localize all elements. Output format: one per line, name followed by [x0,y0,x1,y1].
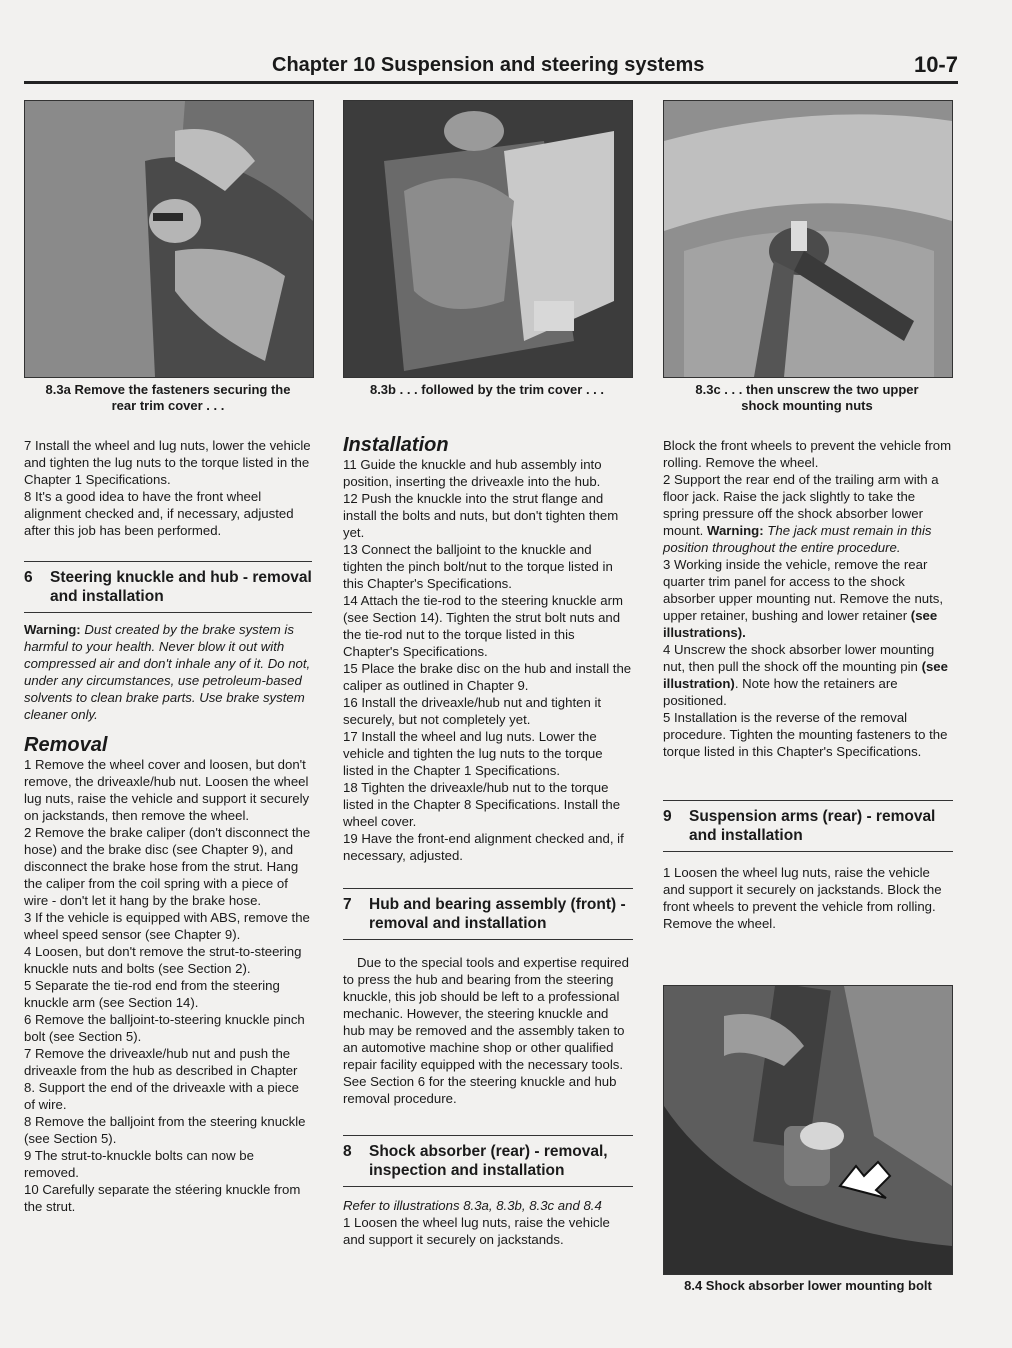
caption-8-4-text: 8.4 Shock absorber lower mounting bolt [684,1278,932,1293]
section-7-heading [343,888,633,940]
install-step-19: 19 Have the front-end alignment checked and, if necessary, adjusted. [343,831,624,863]
section-8-title: Shock absorber (rear) - removal, inspection and installation [369,1143,608,1179]
photo-8-3a-image [25,101,313,377]
shock-step-4-ref: (see illustration) [663,659,948,691]
section-6-heading [24,561,312,613]
section-9-title: Suspension arms (rear) - removal and installation [689,808,936,844]
install-step-11: 11 Guide the knuckle and hub assembly into position, inserting the driveaxle into the hub. [343,457,602,489]
removal-step-3: 3 If the vehicle is equipped with ABS, remove the wheel speed sensor (see Chapter 9). [24,910,310,942]
install-step-14: 14 Attach the tie-rod to the steering knuckle arm (see Section 14). Tighten the strut bolt nuts and the tie-rod nut to the torque listed in this Chapter's Specifications. [343,593,624,659]
warning-6 [24,621,312,723]
caption-8-4 [663,1278,953,1294]
caption-8-3b-text: 8.3b . . . followed by the trim cover . . . [369,382,605,397]
caption-8-3a [24,382,312,414]
photo-8-3c [663,100,953,378]
removal-step-4: 4 Loosen, but don't remove the strut-to-steering knuckle nuts and bolts (see Section 2). [24,944,302,976]
photo-8-3b [343,100,633,378]
column-2 [343,434,633,1248]
shock-step-2-text: 2 Support the rear end of the trailing arm with a floor jack. Raise the jack slightly to take the spring pressure off the shock absorber lower mount. [663,472,939,538]
page-number: 10-7 [913,52,958,77]
removal-step-2: 2 Remove the brake caliper (don't disconnect the hose) and the brake disc (see Chapter 9), and disconnect the brake hose from the strut. Hang the caliper from the coil spring with a piece of wire - don't let it hang by the brake hose. [24,825,311,908]
removal-step-1: 1 Remove the wheel cover and loosen, but don't remove, the driveaxle/hub nut. Loosen the wheel lug nuts, raise the vehicle and support it securely on jackstands, then remove the wheel. [24,757,310,823]
removal-step-6: 6 Remove the balljoint-to-steering knuckle pinch bolt (see Section 5). [24,1012,305,1044]
removal-step-10: 10 Carefully separate the stéering knuckle from the strut. [24,1182,301,1214]
photo-8-4 [663,985,953,1275]
shock-step-2 [663,471,953,556]
warning-6-label: Warning: [24,622,81,637]
removal-step-5: 5 Separate the tie-rod end from the steering knuckle arm (see Section 14). [24,978,280,1010]
install-step-12: 12 Push the knuckle into the strut flange and install the bolts and nuts, but don't tighten them yet. [343,491,619,540]
caption-8-3a-line1: 8.3a Remove the fasteners securing the [45,382,291,397]
section-7-number: 7 [343,896,352,913]
section-7-title: Hub and bearing assembly (front) - removal and installation [369,896,626,932]
installation-heading: Installation [343,434,449,456]
chapter-title: Chapter 10 Suspension and steering systems [272,54,705,76]
install-step-17: 17 Install the wheel and lug nuts. Lower the vehicle and tighten the lug nuts to the torque listed in the Chapter 1 Specifications. [343,729,603,778]
shock-step-4 [663,641,953,709]
removal-heading: Removal [24,734,108,756]
para-8: 8 It's a good idea to have the front wheel alignment checked and, if necessary, adjusted after this job has been performed. [24,489,294,538]
install-step-18: 18 Tighten the driveaxle/hub nut to the torque listed in the Chapter 8 Specifications. Install the wheel cover. [343,780,621,829]
caption-8-3c [663,382,951,414]
shock-step-1-cont: Block the front wheels to prevent the vehicle from rolling. Remove the wheel. [663,438,952,470]
install-step-13: 13 Connect the balljoint to the knuckle and tighten the pinch bolt/nut to the torque listed in this Chapter's Specifications. [343,542,613,591]
shock-step-3 [663,556,953,641]
section-9-heading [663,800,953,852]
shock-step-4-text: 4 Unscrew the shock absorber lower mounting nut, then pull the shock off the mounting pin [663,642,935,674]
section-6-number: 6 [24,569,33,586]
shock-step-3-text: 3 Working inside the vehicle, remove the rear quarter trim panel for access to the shock absorber upper mounting nut. Remove the nuts, upper retainer, bushing and lower retainer [663,557,944,623]
shock-step-2-warning-text: The jack must remain in this position throughout the entire procedure. [663,523,932,555]
header-rule [24,81,958,84]
shock-step-4-end: . Note how the retainers are positioned. [663,676,898,708]
section-8-number: 8 [343,1143,352,1160]
photo-8-3b-image [344,101,632,377]
install-step-15: 15 Place the brake disc on the hub and install the caliper as outlined in Chapter 9. [343,661,632,693]
shock-step-1: 1 Loosen the wheel lug nuts, raise the vehicle and support it securely on jackstands. [343,1215,610,1247]
section-8-heading [343,1135,633,1187]
shock-step-3-ref: (see illustrations). [663,608,938,640]
caption-8-3b [343,382,631,398]
warning-6-text: Dust created by the brake system is harmful to your health. Never blow it out with compressed air and don't inhale any of it. Do not, under any circumstances, use petroleum-based solvents to clean brake parts. Use brake system cleaner only. [24,622,311,722]
section-9-number: 9 [663,808,672,825]
arms-step-1: 1 Loosen the wheel lug nuts, raise the vehicle and support it securely on jackstands. Block the front wheels to prevent the vehicle from rolling. Remove the wheel. [663,865,942,931]
page-header [24,48,958,84]
photo-8-3c-image [664,101,952,377]
photo-8-4-image [664,986,952,1274]
shock-step-5: 5 Installation is the reverse of the removal procedure. Tighten the mounting fasteners to the torque listed in this Chapter's Specifications. [663,710,948,759]
column-1 [24,437,312,1215]
section-6-title: Steering knuckle and hub - removal and installation [50,569,312,605]
shock-step-2-warning-label: Warning: [706,523,764,538]
caption-8-3a-line2: rear trim cover . . . [111,398,225,413]
column-3 [663,437,953,932]
photo-8-3a [24,100,314,378]
para-7: 7 Install the wheel and lug nuts, lower the vehicle and tighten the lug nuts to the torque listed in the Chapter 1 Specifications. [24,438,311,487]
removal-step-8: 8 Remove the balljoint from the steering knuckle (see Section 5). [24,1114,306,1146]
removal-step-9: 9 The strut-to-knuckle bolts can now be removed. [24,1148,254,1180]
section-7-text: Due to the special tools and expertise required to press the hub and bearing from the steering knuckle, this job should be left to a professional mechanic. However, the steering knuckle and hub may be removed and the assembly taken to an automotive machine shop or other qualified repair facility equipped with the necessary tools. See Section 6 for the steering knuckle and hub removal procedure. [343,955,629,1106]
caption-8-3c-line2: shock mounting nuts [741,398,873,413]
install-step-16: 16 Install the driveaxle/hub nut and tighten it securely, but not completely yet. [343,695,602,727]
refer-illustrations: Refer to illustrations 8.3a, 8.3b, 8.3c and 8.4 [343,1198,602,1213]
removal-step-7: 7 Remove the driveaxle/hub nut and push the driveaxle from the hub as described in Chapter 8. Support the end of the driveaxle with a piece of wire. [24,1046,299,1112]
caption-8-3c-line1: 8.3c . . . then unscrew the two upper [695,382,919,397]
